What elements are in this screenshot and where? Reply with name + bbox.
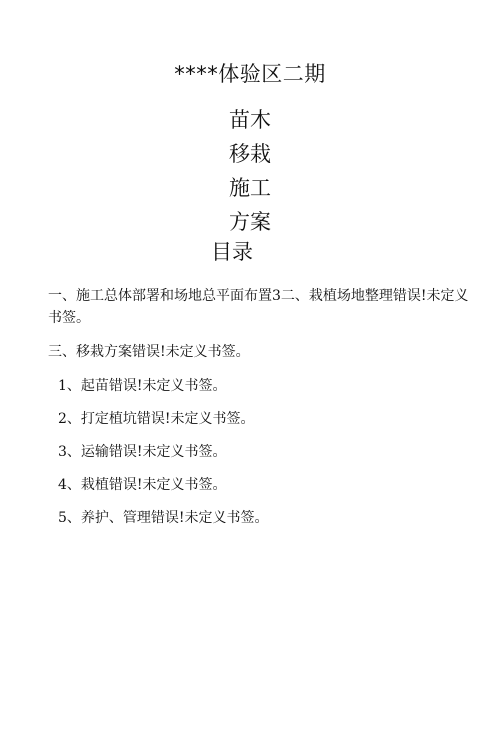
subtitle-line-2: 移栽 bbox=[229, 142, 271, 166]
toc-entry-5[interactable]: 3、运输错误!未定义书签。 bbox=[58, 444, 227, 460]
toc-entry-1[interactable]: 一、施工总体部署和场地总平面布置3二、栽植场地整理错误!未定义书签。 bbox=[48, 288, 469, 326]
toc-entry-4[interactable]: 2、打定植坑错误!未定义书签。 bbox=[58, 411, 255, 427]
toc-entry-7[interactable]: 5、养护、管理错误!未定义书签。 bbox=[58, 510, 269, 526]
toc-entry-2[interactable]: 三、移栽方案错误!未定义书签。 bbox=[48, 344, 250, 360]
toc-entry-3[interactable]: 1、起苗错误!未定义书签。 bbox=[58, 378, 227, 394]
subtitle-line-1: 苗木 bbox=[229, 108, 271, 132]
document-title: ****体验区二期 bbox=[174, 62, 326, 86]
table-of-contents bbox=[48, 285, 478, 540]
subtitle-line-3: 施工 bbox=[229, 176, 271, 200]
toc-entry-6[interactable]: 4、栽植错误!未定义书签。 bbox=[58, 477, 227, 493]
subtitle-line-4: 方案 bbox=[229, 210, 271, 234]
toc-heading: 目录 bbox=[211, 240, 253, 264]
